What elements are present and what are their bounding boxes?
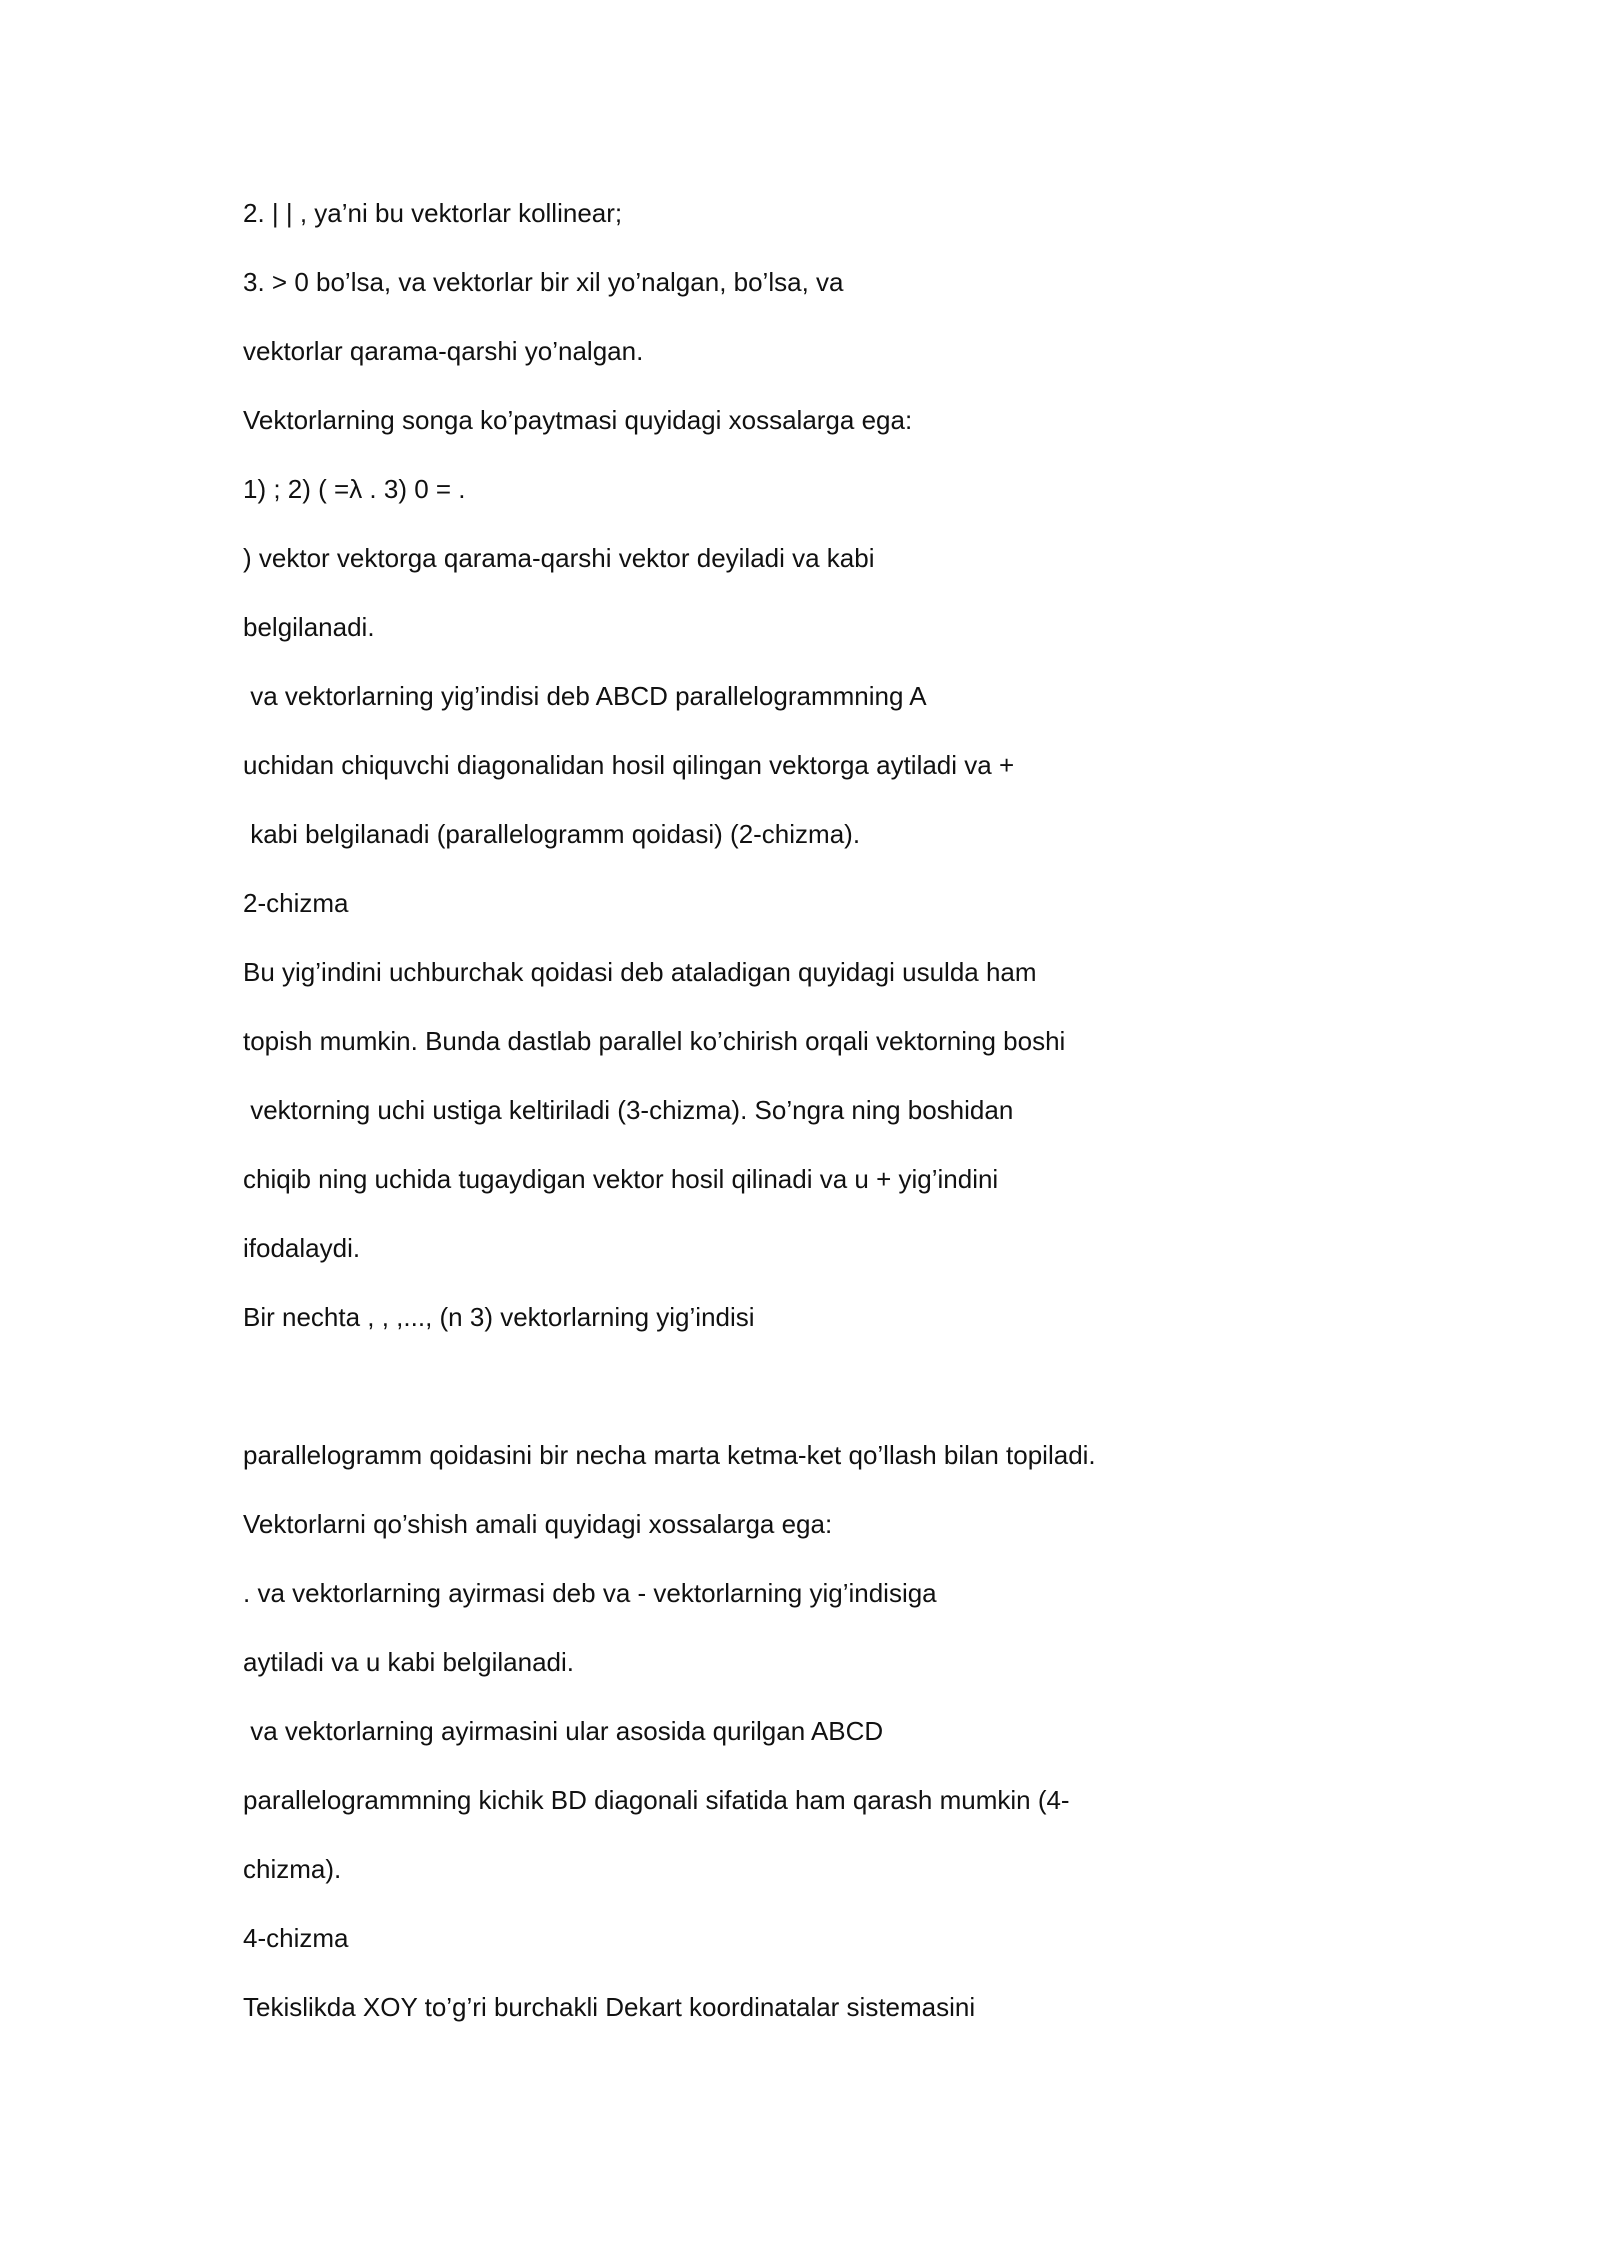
text-line: 3. > 0 bo’lsa, va vektorlar bir xil yo’nalgan, bo’lsa, va <box>243 267 844 297</box>
text-line: uchidan chiquvchi diagonalidan hosil qilingan vektorga aytiladi va + <box>243 750 1015 780</box>
text-line: vektorlar qarama-qarshi yo’nalgan. <box>243 336 644 366</box>
text-line: chiqib ning uchida tugaydigan vektor hosil qilinadi va u + yig’indini <box>243 1164 999 1194</box>
text-line: Vektorlarning songa ko’paytmasi quyidagi xossalarga ega: <box>243 405 913 435</box>
text-line: 2. | | , ya’ni bu vektorlar kollinear; <box>243 198 623 228</box>
text-line: ifodalaydi. <box>243 1233 361 1263</box>
text-line: aytiladi va u kabi belgilanadi. <box>243 1647 574 1677</box>
text-line: Vektorlarni qo’shish amali quyidagi xossalarga ega: <box>243 1509 833 1539</box>
text-line: parallelogramm qoidasini bir necha marta ketma-ket qo’llash bilan topiladi. <box>243 1440 1096 1470</box>
text-line: Bir nechta , , ,..., (n 3) vektorlarning yig’indisi <box>243 1302 755 1332</box>
text-line: . va vektorlarning ayirmasi deb va - vektorlarning yig’indisiga <box>243 1578 937 1608</box>
text-line: Bu yig’indini uchburchak qoidasi deb ataladigan quyidagi usulda ham <box>243 957 1037 987</box>
text-line: kabi belgilanadi (parallelogramm qoidasi) (2-chizma). <box>243 819 861 849</box>
text-line: vektorning uchi ustiga keltiriladi (3-chizma). So’ngra ning boshidan <box>243 1095 1014 1125</box>
text-line: ) vektor vektorga qarama-qarshi vektor deyiladi va kabi <box>243 543 875 573</box>
text-line: Tekislikda XOY to’g’ri burchakli Dekart koordinatalar sistemasini <box>243 1992 976 2022</box>
figure-caption: 2-chizma <box>243 888 349 918</box>
text-line: va vektorlarning ayirmasini ular asosida qurilgan ABCD <box>243 1716 884 1746</box>
figure-caption: 4-chizma <box>243 1923 349 1953</box>
text-line: parallelogrammning kichik BD diagonali sifatida ham qarash mumkin (4- <box>243 1785 1070 1815</box>
text-line: 1) ; 2) ( =λ . 3) 0 = . <box>243 474 466 504</box>
text-line: belgilanadi. <box>243 612 375 642</box>
text-line: topish mumkin. Bunda dastlab parallel ko’chirish orqali vektorning boshi <box>243 1026 1066 1056</box>
text-line: chizma). <box>243 1854 342 1884</box>
text-line: va vektorlarning yig’indisi deb ABCD parallelogrammning A <box>243 681 927 711</box>
